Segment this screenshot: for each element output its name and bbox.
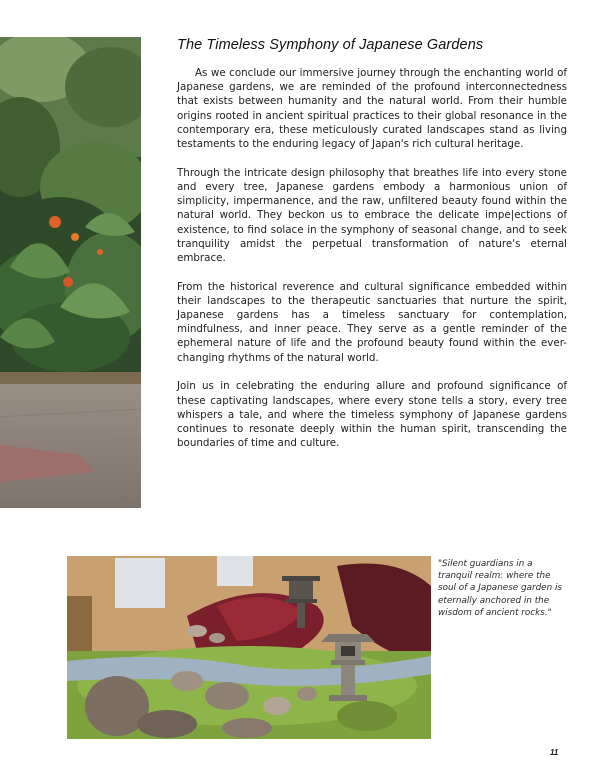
article xyxy=(177,36,567,465)
garden-foliage-photo xyxy=(0,37,141,508)
garden-foliage-illustration xyxy=(0,37,141,508)
zen-garden-photo xyxy=(67,556,431,739)
article-paragraph-3: From the historical reverence and cultural significance embedded within their landscapes to the therapeutic sanctuaries that nurture the spirit, Japanese gardens has a timeless sanctuary for contemplation, mindfulness, and inner peace. They serve as a gentle reminder of the ephemeral nature of life and the profound beauty found within the ever-changing rhythms of the natural world. xyxy=(177,280,567,364)
article-title: The Timeless Symphony of Japanese Gardens xyxy=(177,37,484,53)
article-paragraph-2: Through the intricate design philosophy that breathes life into every stone and every tree, Japanese gardens embody a harmonious union of simplicity, impermanence, and the raw, unfiltered beauty found within the natural world. They beckon us to embrace the delicate impe|ections of existence, to find solace in the symphony of seasonal change, and to seek tranquility amidst the perpetual transformation of nature's eternal embrace. xyxy=(177,166,567,264)
article-paragraph-4: Join us in celebrating the enduring allure and profound significance of these captivating landscapes, where every stone tells a story, every tree whispers a tale, and where the timeless symphony of Japanese gardens continues to resonate deeply within the human spirit, transcending the boundaries of time and culture. xyxy=(177,380,567,450)
article-paragraph-1: As we conclude our immersive journey through the enchanting world of Japanese gardens, we are reminded of the profound interconnectedness that exists between humanity and the natural world. From their humble origins rooted in ancient spiritual practices to their global resonance in the contemporary era, these meticulously curated landscapes stand as living testaments to the enduring legacy of Japan's rich cultural heritage. xyxy=(177,67,567,151)
zen-garden-illustration xyxy=(67,556,431,739)
photo-caption: "Silent guardians in a tranquil realm: where the soul of a Japanese garden is eternally anchored in the wisdom of ancient rocks." xyxy=(438,559,562,618)
page-number: 11 xyxy=(550,748,559,757)
